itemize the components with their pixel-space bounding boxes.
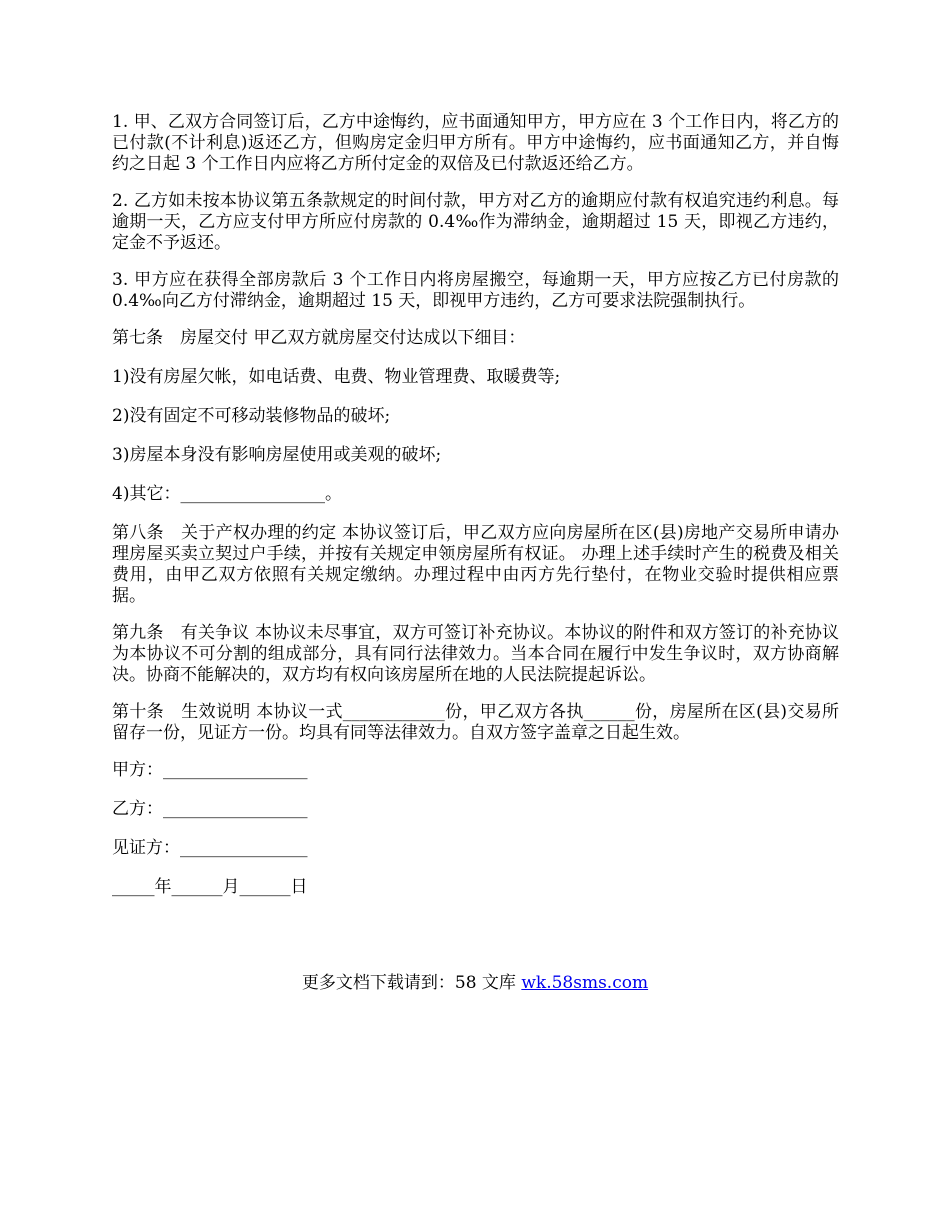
signature-witness: 见证方：_______________ (112, 838, 308, 858)
clause-2-paragraph: 2. 乙方如未按本协议第五条款规定的时间付款，甲方对乙方的逾期应付款有权追究违约利息。每逾期一天，乙方应支付甲方所应付房款的 0.4‰作为滞纳金，逾期超过 15 天，即视乙方违约，定金不予返还。 (112, 191, 839, 253)
clause-3-paragraph: 3. 甲方应在获得全部房款后 3 个工作日内将房屋搬空，每逾期一天，甲方应按乙方已付房款的 0.4‰向乙方付滞纳金，逾期超过 15 天，即视甲方违约，乙方可要求法院强制执行。 (112, 270, 839, 311)
article-7-heading: 第七条 房屋交付 甲乙双方就房屋交付达成以下细目： (112, 328, 526, 348)
signature-party-a: 甲方：_________________ (112, 760, 308, 780)
signature-date: _____年______月______日 (112, 877, 308, 897)
list-item: 1)没有房屋欠帐，如电话费、电费、物业管理费、取暖费等; (112, 367, 561, 387)
list-item: 2)没有固定不可移动装修物品的破坏; (112, 406, 391, 426)
footer-link[interactable]: wk.58sms.com (521, 973, 649, 993)
article-9-paragraph: 第九条 有关争议 本协议未尽事宜，双方可签订补充协议。本协议的附件和双方签订的补充协议为本协议不可分割的组成部分，具有同行法律效力。当本合同在履行中发生争议时，双方协商解决。协商不能解决的，双方均有权向该房屋所在地的人民法院提起诉讼。 (112, 623, 839, 685)
signature-party-b: 乙方：_________________ (112, 799, 308, 819)
list-item: 3)房屋本身没有影响房屋使用或美观的破坏; (112, 445, 442, 465)
article-8-paragraph: 第八条 关于产权办理的约定 本协议签订后，甲乙双方应向房屋所在区(县)房地产交易所申请办理房屋买卖立契过户手续，并按有关规定申领房屋所有权证。 办理上述手续时产生的税费及相关费用，由甲乙双方依照有关规定缴纳。办理过程中由丙方先行垫付，在物业交验时提供相应票据。 (112, 523, 839, 606)
article-10-paragraph: 第十条 生效说明 本协议一式____________份，甲乙双方各执______份，房屋所在区(县)交易所留存一份，见证方一份。均具有同等法律效力。自双方签字盖章之日起生效。 (112, 702, 839, 743)
list-item: 4)其它：_________________。 (112, 484, 342, 504)
clause-1-paragraph: 1. 甲、乙双方合同签订后，乙方中途悔约，应书面通知甲方，甲方应在 3 个工作日内，将乙方的已付款(不计利息)返还乙方，但购房定金归甲方所有。甲方中途悔约，应书面通知乙方，并自悔约之日起 3 个工作日内应将乙方所付定金的双倍及已付款返还给乙方。 (112, 112, 839, 174)
download-footer (0, 972, 950, 994)
footer-text: 更多文档下载请到：58 文库 (301, 973, 522, 993)
document-body (112, 112, 839, 916)
